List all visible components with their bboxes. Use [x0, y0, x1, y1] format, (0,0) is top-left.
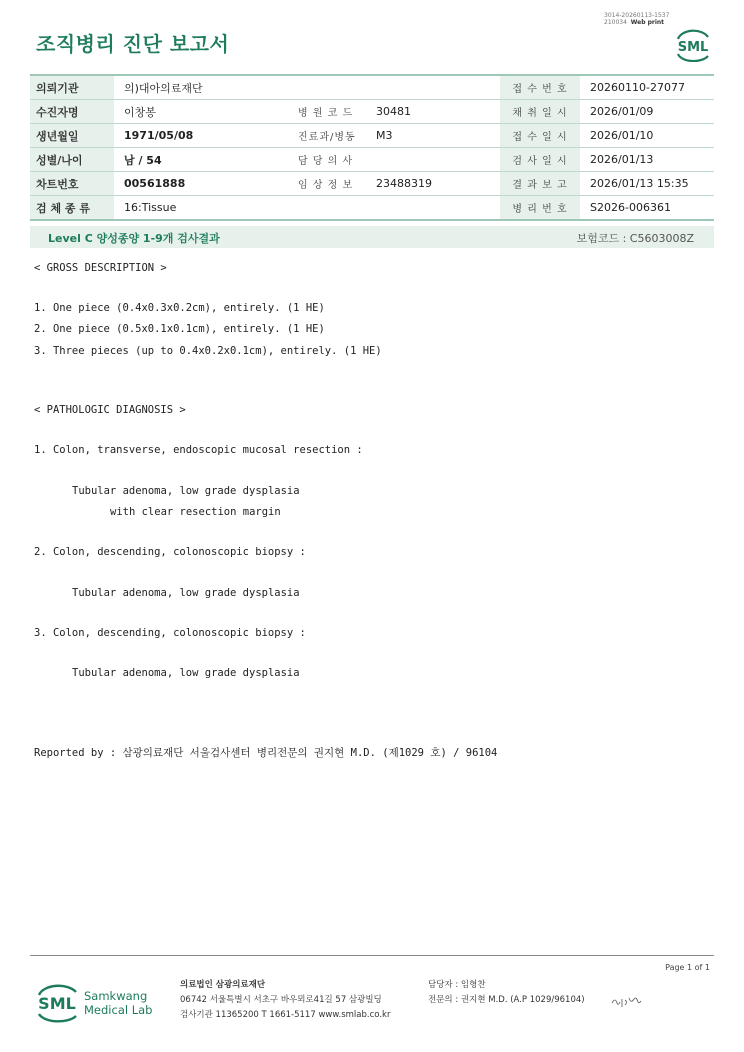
footer-specialist: 전문의 : 권지현 M.D. (A.P 1029/96104) — [428, 995, 585, 1005]
footer-org: 의료법인 삼광의료재단 — [180, 980, 266, 990]
diagnosis-site: 2. Colon, descending, colonoscopic biopsy : — [34, 546, 306, 558]
value-test-date: 2026/01/13 — [580, 148, 714, 172]
label-chart-number: 차트번호 — [30, 172, 114, 196]
reported-by: Reported by : 삼광의료재단 서울검사센터 병리전문의 권지현 M.D. (제1029 호) / 96104 — [34, 747, 498, 759]
diagnosis-site: 1. Colon, transverse, endoscopic mucosal resection : — [34, 444, 363, 456]
print-id-line2: 210034 — [604, 19, 627, 26]
footer-staff-block — [428, 978, 585, 1008]
label-receipt-date: 접 수 일 시 — [500, 124, 580, 148]
diagnosis-result: Tubular adenoma, low grade dysplasia — [72, 587, 300, 599]
footer-manager: 담당자 : 임형찬 — [428, 980, 486, 990]
test-level: Level C 양성종양 1-9개 검사결과 — [48, 232, 220, 245]
value-result-report: 2026/01/13 15:35 — [580, 172, 714, 196]
info-row — [30, 196, 714, 221]
info-row — [30, 75, 714, 100]
value-pathology-number: S2026-006361 — [580, 196, 714, 221]
print-mode: Web print — [630, 19, 665, 26]
gross-item: 3. Three pieces (up to 0.4x0.2x0.1cm), entirely. (1 HE) — [34, 345, 382, 357]
label-collection-date: 채 취 일 시 — [500, 100, 580, 124]
label-pathology-number: 병 리 번 호 — [500, 196, 580, 221]
gross-heading: < GROSS DESCRIPTION > — [34, 262, 167, 274]
value-specimen-type: 16:Tissue — [114, 196, 500, 221]
info-row — [30, 148, 714, 172]
label-birth-date: 생년월일 — [30, 124, 114, 148]
diagnosis-result: Tubular adenoma, low grade dysplasia — [72, 667, 300, 679]
footer-org-block — [180, 978, 390, 1023]
footer-logo-icon — [36, 980, 166, 1026]
insurance-code: 보험코드 : C5603008Z — [576, 232, 694, 245]
sml-logo-icon — [672, 26, 714, 62]
label-patient-name: 수진자명 — [30, 100, 114, 124]
value-chart-number: 00561888 — [114, 172, 282, 196]
patient-info-table — [30, 74, 714, 221]
gross-item: 1. One piece (0.4x0.3x0.2cm), entirely. (1 HE) — [34, 302, 325, 314]
label-sex-age: 성별/나이 — [30, 148, 114, 172]
page-number: Page 1 of 1 — [665, 963, 710, 972]
footer-contact: 검사기관 11365200 T 1661-5117 www.smlab.co.kr — [180, 1010, 391, 1020]
label-specimen-type: 검 체 종 류 — [30, 196, 114, 221]
label-result-report: 결 과 보 고 — [500, 172, 580, 196]
signature-icon — [610, 994, 644, 1010]
value-receipt-number: 20260110-27077 — [580, 75, 714, 100]
print-id-line1: 3014-20260113-1537 — [604, 12, 670, 19]
value-hospital-code: 30481 — [366, 100, 500, 124]
diagnosis-margin: with clear resection margin — [110, 506, 281, 518]
label-test-date: 검 사 일 시 — [500, 148, 580, 172]
footer-logo-name1: Samkwang — [84, 989, 148, 1003]
footer-logo-name2: Medical Lab — [84, 1003, 153, 1017]
footer-divider — [30, 955, 714, 956]
info-row — [30, 172, 714, 196]
label-requesting-institution: 의뢰기관 — [30, 75, 114, 100]
test-level-bar — [30, 226, 714, 248]
sml-logo-text: SML — [677, 40, 709, 55]
value-requesting-institution: 의)대아의료재단 — [114, 75, 500, 100]
diagnosis-heading: < PATHOLOGIC DIAGNOSIS > — [34, 404, 186, 416]
value-clinical-info: 23488319 — [366, 172, 500, 196]
footer-logo-sml: SML — [38, 994, 76, 1013]
gross-item: 2. One piece (0.5x0.1x0.1cm), entirely. (1 HE) — [34, 323, 325, 335]
value-patient-name: 이창봉 — [114, 100, 282, 124]
info-row — [30, 100, 714, 124]
value-department: M3 — [366, 124, 500, 148]
value-receipt-date: 2026/01/10 — [580, 124, 714, 148]
value-attending-doctor — [366, 148, 500, 172]
value-birth-date: 1971/05/08 — [114, 124, 282, 148]
label-clinical-info: 임 상 정 보 — [282, 172, 366, 196]
label-department: 진료과/병동 — [282, 124, 366, 148]
report-title: 조직병리 진단 보고서 — [36, 32, 230, 56]
label-hospital-code: 병 원 코 드 — [282, 100, 366, 124]
info-row — [30, 124, 714, 148]
print-id — [604, 12, 669, 26]
value-sex-age: 남 / 54 — [114, 148, 282, 172]
footer-address: 06742 서울특별시 서초구 바우뫼로41길 57 삼광빌딩 — [180, 995, 382, 1005]
value-collection-date: 2026/01/09 — [580, 100, 714, 124]
label-receipt-number: 접 수 번 호 — [500, 75, 580, 100]
diagnosis-site: 3. Colon, descending, colonoscopic biopsy : — [34, 627, 306, 639]
label-attending-doctor: 담 당 의 사 — [282, 148, 366, 172]
diagnosis-result: Tubular adenoma, low grade dysplasia — [72, 485, 300, 497]
